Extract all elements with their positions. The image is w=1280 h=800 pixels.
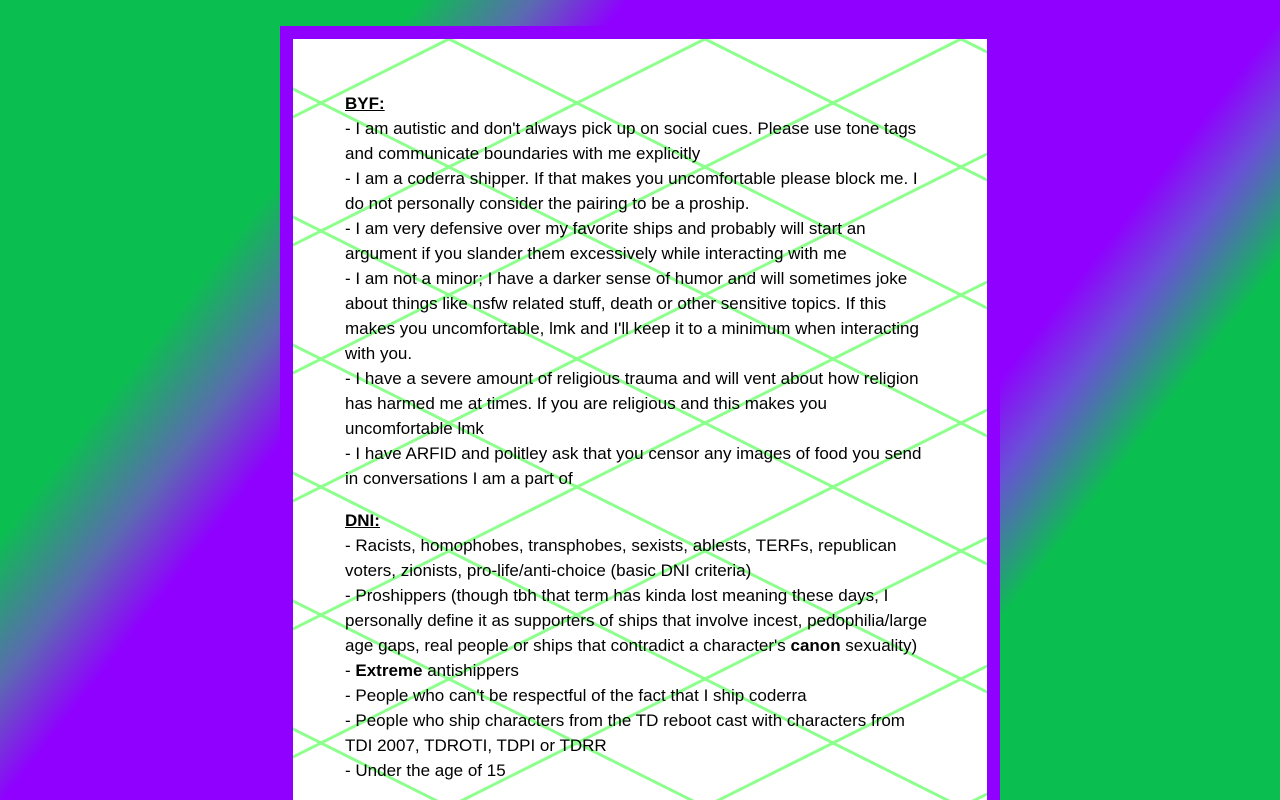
dni-item-bold-text: Extreme: [355, 661, 423, 680]
byf-section: [345, 91, 935, 491]
dni-item-text: - Proshippers (though tbh that term has kinda lost meaning these days, I personally define it as supporters of ships that involve incest, pedophilia/large age gaps, real people or ships that contradict a character's: [345, 586, 928, 655]
content-panel: [293, 39, 987, 800]
dni-item: [345, 658, 935, 683]
dni-heading: DNI:: [345, 511, 380, 530]
dni-section: [345, 508, 935, 783]
dni-item-text: -: [345, 661, 356, 680]
page-content: [293, 39, 987, 783]
dni-item-bold-text: canon: [790, 636, 841, 655]
dni-item: - Racists, homophobes, transphobes, sexists, ablests, TERFs, republican voters, zionists, pro-life/anti-choice (basic DNI criteria): [345, 536, 897, 580]
dni-item-text: sexuality): [840, 636, 918, 655]
byf-item: - I have ARFID and politley ask that you censor any images of food you send in conversations I am a part of: [345, 444, 922, 488]
byf-item: - I am a coderra shipper. If that makes you uncomfortable please block me. I do not personally consider the pairing to be a proship.: [345, 169, 918, 213]
byf-item: - I am not a minor; I have a darker sense of humor and will sometimes joke about things like nsfw related stuff, death or other sensitive topics. If this makes you uncomfortable, lmk and I'll keep it to a minimum when interacting with you.: [345, 269, 919, 363]
byf-heading: BYF:: [345, 94, 385, 113]
dni-item-text: antishippers: [422, 661, 519, 680]
byf-item: - I am autistic and don't always pick up on social cues. Please use tone tags and communicate boundaries with me explicitly: [345, 119, 917, 163]
dni-item: - Under the age of 15: [345, 761, 506, 780]
dni-item: - People who can't be respectful of the fact that I ship coderra: [345, 686, 807, 705]
dni-item: - People who ship characters from the TD reboot cast with characters from TDI 2007, TDROTI, TDPI or TDRR: [345, 711, 905, 755]
byf-item: - I have a severe amount of religious trauma and will vent about how religion has harmed me at times. If you are religious and this makes you uncomfortable lmk: [345, 369, 919, 438]
byf-item: - I am very defensive over my favorite ships and probably will start an argument if you slander them excessively while interacting with me: [345, 219, 866, 263]
dni-item: [345, 583, 935, 658]
page-frame: [280, 26, 1000, 800]
